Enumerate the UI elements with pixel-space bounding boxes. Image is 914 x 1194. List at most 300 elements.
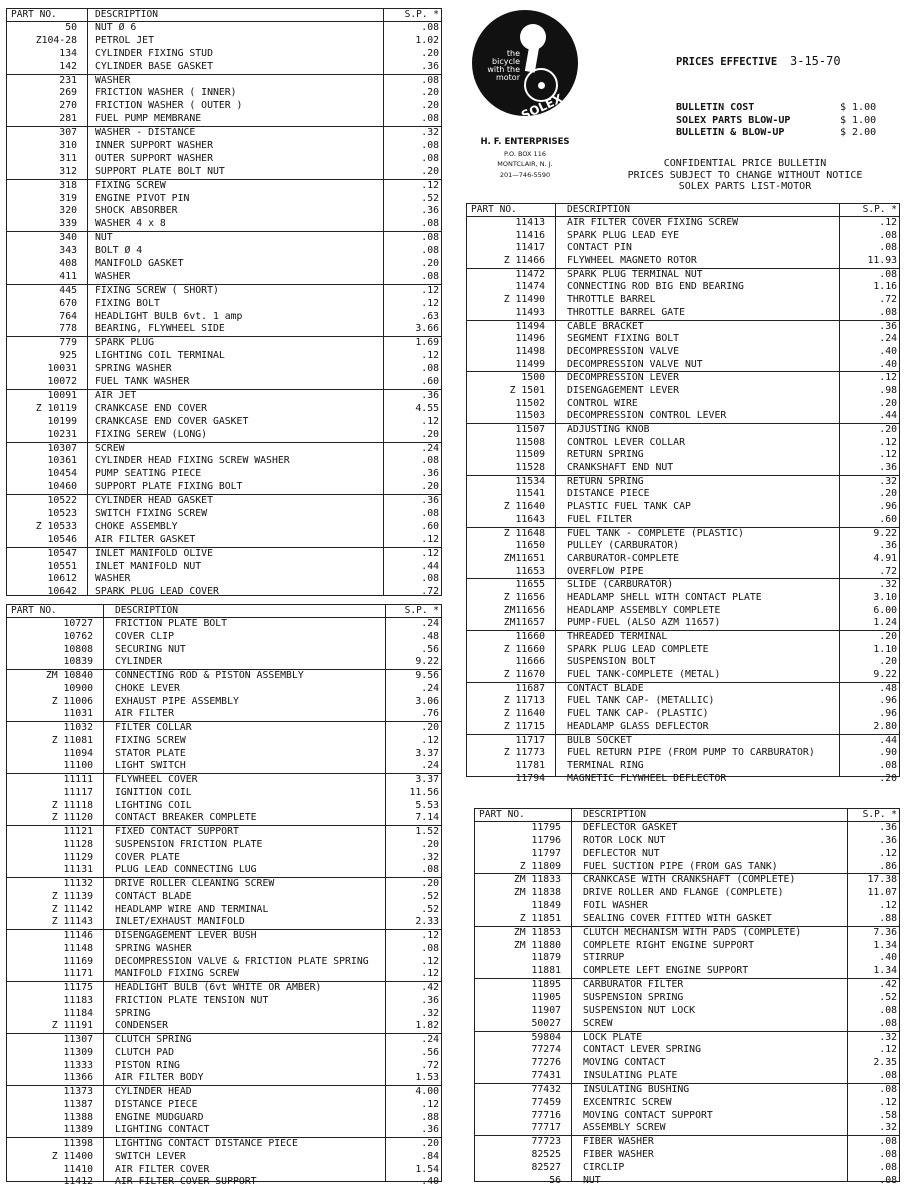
part-price: .24 — [879, 333, 897, 345]
part-price: 1.16 — [873, 281, 897, 293]
table-row — [7, 982, 441, 995]
part-price: .44 — [879, 734, 897, 746]
part-number: Z 11660 — [503, 643, 545, 655]
part-description: ROTOR LOCK NUT — [583, 834, 666, 846]
table-row — [467, 605, 899, 618]
part-price: .08 — [421, 942, 439, 954]
part-description: MANIFOLD GASKET — [95, 258, 184, 270]
part-description: CONTACT PIN — [567, 242, 632, 254]
table-row — [467, 695, 899, 708]
company-address1: P.O. BOX 116 — [504, 150, 546, 158]
part-description: CONTROL WIRE — [567, 397, 638, 409]
logo-text-line4: motor — [495, 73, 520, 82]
part-number: Z 11120 — [51, 812, 93, 824]
part-number: Z 11118 — [51, 799, 93, 811]
part-price: .60 — [421, 376, 439, 388]
table-row — [475, 1097, 899, 1110]
part-price: .72 — [421, 1059, 439, 1071]
table-row — [7, 61, 441, 75]
part-number: 311 — [59, 152, 77, 164]
part-description: PETROL JET — [95, 34, 154, 46]
part-number: 11796 — [531, 834, 561, 846]
table-row — [475, 965, 899, 979]
table-row — [7, 455, 441, 468]
part-price: .36 — [421, 389, 439, 401]
table-row — [7, 443, 441, 456]
table-row — [467, 385, 899, 398]
part-price: 6.00 — [873, 604, 897, 616]
part-description: NUT — [583, 1174, 601, 1186]
part-price: .20 — [879, 631, 897, 642]
part-number: 779 — [59, 337, 77, 349]
header-description: DESCRIPTION — [115, 605, 178, 616]
part-description: DISTANCE PIECE — [567, 488, 650, 500]
table-row — [7, 1112, 441, 1125]
part-price: .96 — [879, 501, 897, 513]
part-number: 142 — [59, 60, 77, 72]
part-price: .56 — [421, 1046, 439, 1058]
part-description: DRIVE ROLLER CLEANING SCREW — [115, 878, 275, 889]
part-price: .20 — [421, 100, 439, 112]
table-row — [7, 140, 441, 153]
part-number: 50027 — [531, 1017, 561, 1029]
table-row — [467, 528, 899, 541]
part-description: FUEL SUCTION PIPE (FROM GAS TANK) — [583, 860, 778, 872]
part-number: ZM 11853 — [513, 926, 561, 938]
part-price: 4.91 — [873, 552, 897, 564]
header-part-no: PART NO. — [479, 809, 525, 820]
part-price: .20 — [421, 87, 439, 99]
table-row — [467, 281, 899, 294]
part-price: 2.80 — [873, 720, 897, 732]
part-description: LOCK PLATE — [583, 1031, 642, 1043]
table-row — [467, 501, 899, 514]
table-row — [7, 1047, 441, 1060]
part-description: SCREW — [583, 1017, 613, 1029]
header-sp: S.P. * — [404, 9, 439, 20]
table-row — [7, 323, 441, 337]
part-price: .52 — [421, 890, 439, 902]
cost-price-1: $ 1.00 — [840, 115, 877, 126]
part-price: .98 — [879, 384, 897, 396]
cost-label-0: BULLETIN COST — [676, 102, 755, 113]
part-number: 11528 — [515, 462, 545, 474]
logo-text-line2: bicycle — [492, 57, 520, 66]
part-price: 2.35 — [873, 1057, 897, 1069]
part-price: .72 — [879, 565, 897, 577]
logo-brand: SOLEX — [519, 91, 565, 123]
table-header — [467, 204, 899, 217]
part-number: 11496 — [515, 333, 545, 345]
part-price: .08 — [421, 113, 439, 125]
part-price: .20 — [421, 47, 439, 59]
part-number: 10547 — [47, 547, 77, 559]
part-price: 2.33 — [415, 916, 439, 928]
part-number: 11410 — [63, 1163, 93, 1175]
part-number: 11797 — [531, 847, 561, 859]
part-price: .32 — [879, 1031, 897, 1043]
part-description: CYLINDER HEAD — [115, 1086, 192, 1097]
header-part-no: PART NO. — [11, 9, 57, 20]
part-description: CIRCLIP — [583, 1161, 625, 1173]
part-description: CRANKCASE WITH CRANKSHAFT (COMPLETE) — [583, 874, 796, 886]
part-description: STIRRUP — [583, 952, 625, 964]
table-row — [7, 812, 441, 826]
part-price: .12 — [421, 547, 439, 559]
part-price: .20 — [421, 165, 439, 177]
table-row — [467, 359, 899, 373]
table-row — [467, 631, 899, 644]
table-row — [7, 995, 441, 1008]
part-price: .20 — [421, 1138, 439, 1149]
table-row — [7, 968, 441, 982]
table-row — [467, 656, 899, 669]
part-description: CLUTCH MECHANISM WITH PADS (COMPLETE) — [583, 926, 802, 938]
table-row — [475, 1032, 899, 1045]
part-description: AIR JET — [95, 389, 137, 401]
table-row — [475, 900, 899, 913]
part-price: .63 — [421, 310, 439, 322]
part-description: CONTACT BREAKER COMPLETE — [115, 812, 257, 824]
part-price: .60 — [879, 513, 897, 525]
part-number: Z 11081 — [51, 734, 93, 746]
part-description: PULLEY (CARBURATOR) — [567, 540, 680, 552]
part-description: COMPLETE LEFT ENGINE SUPPORT — [583, 965, 749, 977]
part-number: 11117 — [63, 786, 93, 798]
part-description: WASHER — [95, 270, 131, 282]
part-price: .08 — [421, 864, 439, 876]
part-description: CONTACT BLADE — [115, 890, 192, 902]
part-price: .96 — [879, 708, 897, 720]
header-description: DESCRIPTION — [567, 204, 630, 215]
table-row — [467, 437, 899, 450]
part-number: ZM11657 — [503, 617, 545, 629]
part-description: FIXING SEREW (LONG) — [95, 428, 208, 440]
part-description: LIGHT SWITCH — [115, 760, 186, 772]
part-description: SPARK PLUG LEAD EYE — [567, 229, 680, 241]
part-description: CABLE BRACKET — [567, 320, 644, 332]
part-number: 11795 — [531, 822, 561, 833]
part-price: .12 — [421, 297, 439, 309]
part-price: .20 — [421, 878, 439, 889]
header-part-no: PART NO. — [471, 204, 517, 215]
part-description: CYLINDER FIXING STUD — [95, 47, 213, 59]
table-row — [475, 992, 899, 1005]
part-description: COVER PLATE — [115, 851, 180, 863]
part-description: BOLT Ø 4 — [95, 245, 143, 257]
part-description: HEADLAMP ASSEMBLY COMPLETE — [567, 604, 721, 616]
part-description: FIXING BOLT — [95, 297, 160, 309]
table-row — [475, 1005, 899, 1018]
table-row — [475, 1175, 899, 1188]
part-price: .12 — [421, 968, 439, 980]
table-row — [7, 87, 441, 100]
part-description: SWITCH FIXING SCREW — [95, 507, 208, 519]
table-row — [7, 1099, 441, 1112]
table-row — [467, 346, 899, 359]
part-description: HEADLAMP GLASS DEFLECTOR — [567, 720, 709, 732]
part-number: 56 — [549, 1174, 561, 1186]
part-description: HEADLAMP WIRE AND TERMINAL — [115, 903, 269, 915]
part-description: FIXED CONTACT SUPPORT — [115, 826, 239, 837]
part-price: 1.24 — [873, 617, 897, 629]
part-price: .24 — [421, 442, 439, 454]
part-description: DEFLECTOR NUT — [583, 847, 660, 859]
part-number: 10454 — [47, 468, 77, 480]
table-row — [7, 166, 441, 180]
part-price: .36 — [421, 1124, 439, 1136]
part-description: THROTTLE BARREL GATE — [567, 306, 685, 318]
prices-effective-label: PRICES EFFECTIVE — [676, 56, 778, 68]
table-row — [7, 193, 441, 206]
part-description: LIGHTING CONTACT DISTANCE PIECE — [115, 1138, 298, 1149]
part-price: .20 — [421, 838, 439, 850]
table-row — [7, 618, 441, 631]
part-price: .76 — [421, 708, 439, 720]
part-price: .32 — [421, 127, 439, 139]
part-price: .12 — [421, 350, 439, 362]
part-description: FUEL TANK - COMPLETE (PLASTIC) — [567, 527, 744, 539]
table-row — [475, 979, 899, 992]
part-description: CYLINDER BASE GASKET — [95, 60, 213, 72]
part-price: .12 — [421, 179, 439, 191]
part-price: 3.06 — [415, 695, 439, 707]
company-address2: MONTCLAIR, N. J. — [497, 160, 553, 168]
part-number: 11416 — [515, 229, 545, 241]
table-row — [7, 153, 441, 166]
part-number: 11169 — [63, 955, 93, 967]
part-number: Z 11490 — [503, 294, 545, 306]
part-number: 11650 — [515, 540, 545, 552]
header-sp: S.P. * — [862, 809, 897, 820]
part-number: 11128 — [63, 838, 93, 850]
part-price: .08 — [421, 218, 439, 230]
table-row — [7, 683, 441, 696]
part-description: ASSEMBLY SCREW — [583, 1122, 666, 1134]
table-row — [467, 592, 899, 605]
part-price: .36 — [421, 994, 439, 1006]
part-price: .08 — [421, 363, 439, 375]
table-row — [7, 1151, 441, 1164]
part-number: 11499 — [515, 358, 545, 370]
solex-logo — [472, 10, 578, 123]
part-number: ZM 11833 — [513, 874, 561, 886]
part-description: SHOCK ABSORBER — [95, 205, 178, 217]
table-row — [7, 548, 441, 561]
table-row — [467, 230, 899, 243]
part-description: WASHER — [95, 573, 131, 585]
table-row — [467, 617, 899, 631]
part-number: Z 10119 — [35, 402, 77, 414]
part-price: .36 — [879, 540, 897, 552]
part-number: 778 — [59, 323, 77, 335]
table-row — [7, 1008, 441, 1021]
part-description: CONTACT LEVER SPRING — [583, 1044, 701, 1056]
table-row — [475, 1044, 899, 1057]
table-row — [467, 708, 899, 721]
table-row — [467, 540, 899, 553]
part-description: TERMINAL RING — [567, 759, 644, 771]
part-description: PUMP SEATING PIECE — [95, 468, 202, 480]
part-price: .08 — [879, 1070, 897, 1082]
part-number: 134 — [59, 47, 77, 59]
part-price: .08 — [879, 1174, 897, 1186]
part-number: 10031 — [47, 363, 77, 375]
part-description: CARBURATOR-COMPLETE — [567, 552, 680, 564]
part-description: DECOMPRESSION VALVE & FRICTION PLATE SPRING — [115, 955, 369, 967]
part-description: AIR FILTER GASKET — [95, 533, 196, 545]
part-price: .12 — [421, 955, 439, 967]
part-number: 11413 — [515, 217, 545, 228]
part-price: .08 — [421, 152, 439, 164]
part-price: 11.93 — [867, 255, 897, 267]
table-row — [7, 800, 441, 813]
part-price: .12 — [879, 449, 897, 461]
header-sp: S.P. * — [862, 204, 897, 215]
part-price: .08 — [421, 245, 439, 257]
part-price: .36 — [879, 822, 897, 833]
cost-label-2: BULLETIN & BLOW-UP — [676, 127, 785, 138]
part-price: .84 — [421, 1150, 439, 1162]
prices-effective-date: 3-15-70 — [790, 54, 841, 68]
part-description: FRICTION WASHER ( OUTER ) — [95, 100, 243, 112]
part-number: 925 — [59, 350, 77, 362]
part-price: .08 — [879, 306, 897, 318]
part-number: 11183 — [63, 994, 93, 1006]
part-description: DISTANCE PIECE — [115, 1098, 198, 1110]
part-number: 11498 — [515, 345, 545, 357]
part-price: 1.54 — [415, 1163, 439, 1175]
part-description: FUEL PUMP MEMBRANE — [95, 113, 202, 125]
table-row — [7, 1060, 441, 1073]
part-number: 11666 — [515, 656, 545, 668]
part-number: 11387 — [63, 1098, 93, 1110]
part-price: 1.82 — [415, 1020, 439, 1032]
part-number: 77716 — [531, 1109, 561, 1121]
part-description: FUEL TANK CAP- (METALLIC) — [567, 695, 715, 707]
part-number: 11472 — [515, 268, 545, 280]
part-number: 320 — [59, 205, 77, 217]
table-row — [7, 35, 441, 48]
part-price: .08 — [421, 74, 439, 86]
part-number: Z104-28 — [35, 34, 77, 46]
table-row — [7, 787, 441, 800]
table-row — [475, 1084, 899, 1097]
part-description: SEGMENT FIXING BOLT — [567, 333, 680, 345]
part-description: FIXING SCREW — [115, 734, 186, 746]
part-number: Z 11713 — [503, 695, 545, 707]
part-price: .36 — [879, 462, 897, 474]
part-description: CYLINDER — [115, 656, 163, 668]
part-price: 9.22 — [415, 656, 439, 668]
part-number: 11131 — [63, 864, 93, 876]
part-price: .36 — [879, 834, 897, 846]
part-number: 11111 — [63, 774, 93, 785]
table-row — [467, 449, 899, 462]
table-row — [7, 708, 441, 722]
part-number: 11660 — [515, 631, 545, 642]
part-price: .08 — [879, 229, 897, 241]
table-row — [7, 416, 441, 429]
table-row — [467, 683, 899, 696]
part-number: 82525 — [531, 1149, 561, 1161]
table-row — [475, 940, 899, 953]
part-price: 11.07 — [867, 887, 897, 899]
table-row — [467, 410, 899, 424]
part-number: ZM 10840 — [45, 670, 93, 681]
part-number: 307 — [59, 127, 77, 139]
part-description: CARBURATOR FILTER — [583, 979, 684, 991]
header-sp: S.P. * — [404, 605, 439, 616]
logo-star-icon — [538, 82, 545, 89]
table-row — [475, 861, 899, 875]
part-number: ZM11651 — [503, 552, 545, 564]
part-number: Z 11648 — [503, 527, 545, 539]
part-description: AIR FILTER COVER — [115, 1163, 210, 1175]
part-description: PUMP-FUEL (ALSO AZM 11657) — [567, 617, 721, 629]
part-number: 77432 — [531, 1083, 561, 1095]
part-number: 10762 — [63, 630, 93, 642]
table-row — [7, 943, 441, 956]
part-price: 3.66 — [415, 323, 439, 335]
part-number: 10551 — [47, 560, 77, 572]
table-row — [475, 848, 899, 861]
part-description: SWITCH LEVER — [115, 1150, 186, 1162]
part-description: FILTER COLLAR — [115, 722, 192, 733]
table-row — [7, 774, 441, 787]
part-description: RETURN SPRING — [567, 475, 644, 487]
part-number: 319 — [59, 192, 77, 204]
part-price: .42 — [879, 979, 897, 991]
part-description: CONTACT BLADE — [567, 682, 644, 694]
part-price: .40 — [421, 1176, 439, 1188]
part-number: 82527 — [531, 1161, 561, 1173]
table-row — [7, 298, 441, 311]
part-description: OVERFLOW PIPE — [567, 565, 644, 577]
part-price: 3.37 — [415, 774, 439, 785]
part-description: FLYWHEEL MAGNETO ROTOR — [567, 255, 697, 267]
parts-table-2 — [6, 604, 442, 1188]
part-description: HEADLAMP SHELL WITH CONTACT PLATE — [567, 591, 762, 603]
part-number: 11307 — [63, 1034, 93, 1045]
part-price: 11.56 — [409, 786, 439, 798]
part-description: HEADLIGHT BULB 6vt. 1 amp — [95, 310, 243, 322]
part-price: 3.37 — [415, 747, 439, 759]
part-price: .24 — [421, 1034, 439, 1045]
part-number: 10727 — [63, 618, 93, 629]
part-price: .88 — [421, 1111, 439, 1123]
table-row — [467, 566, 899, 580]
part-description: FLYWHEEL COVER — [115, 774, 198, 785]
table-row — [467, 255, 899, 269]
part-price: 7.14 — [415, 812, 439, 824]
part-number: 10642 — [47, 586, 77, 598]
table-row — [7, 127, 441, 140]
table-row — [475, 1122, 899, 1136]
part-number: Z 11715 — [503, 720, 545, 732]
part-description: SPRING WASHER — [95, 363, 172, 375]
part-description: OUTER SUPPORT WASHER — [95, 152, 213, 164]
table-row — [475, 1162, 899, 1175]
part-description: DECOMPRESSION VALVE NUT — [567, 358, 703, 370]
part-description: CHOKE ASSEMBLY — [95, 520, 178, 532]
part-number: 11794 — [515, 772, 545, 784]
part-number: Z 1501 — [509, 384, 545, 396]
part-number: 339 — [59, 218, 77, 230]
part-price: .44 — [421, 560, 439, 572]
part-description: AIR FILTER — [115, 708, 174, 720]
part-number: 281 — [59, 113, 77, 125]
